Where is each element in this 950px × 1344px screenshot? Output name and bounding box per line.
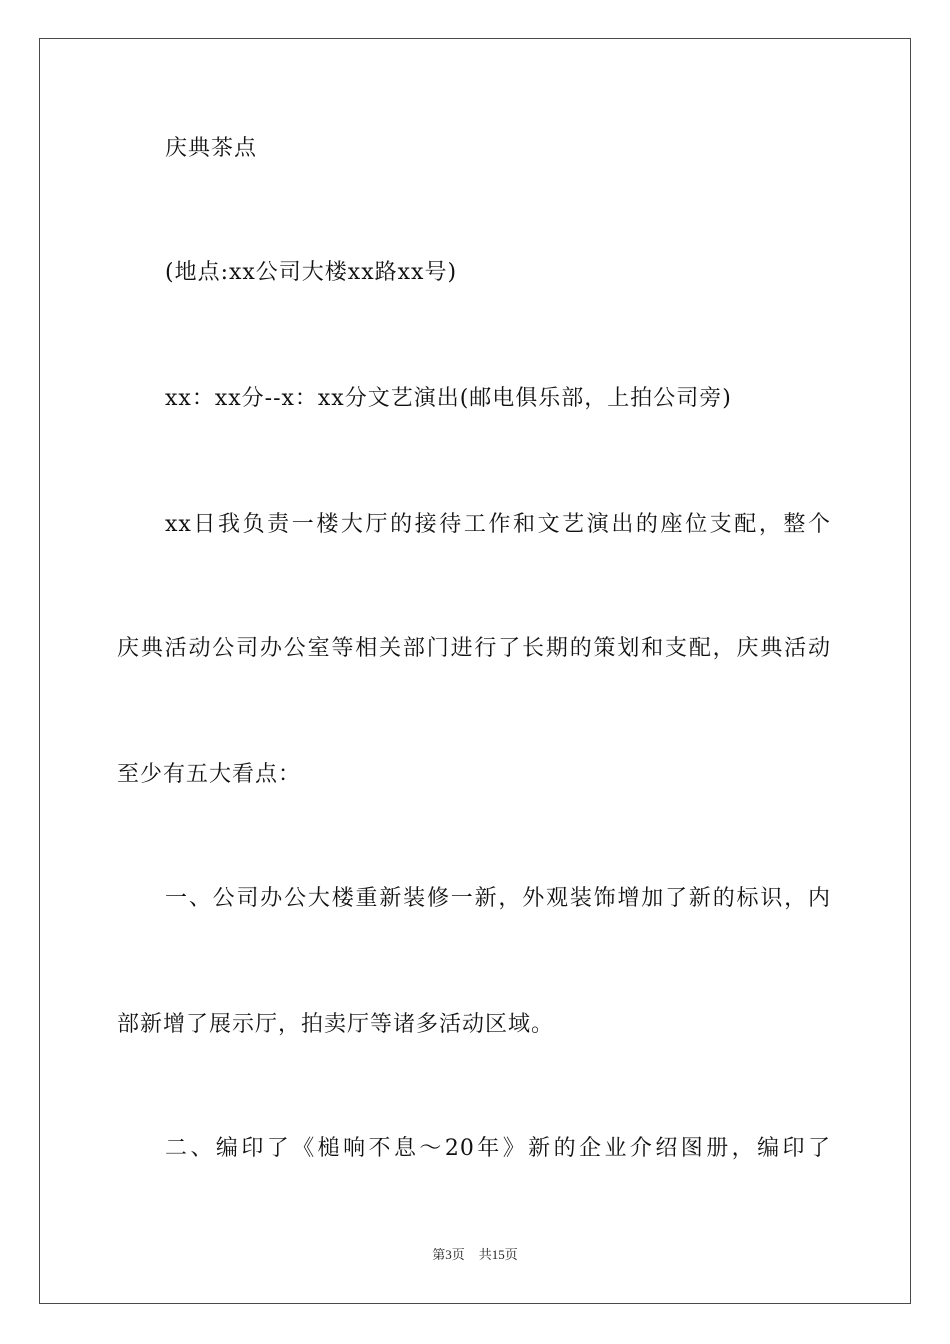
text-line-point-one-end: 部新增了展示厅，拍卖厅等诸多活动区域。 xyxy=(117,1012,555,1037)
page-number: 第3页 xyxy=(432,1247,465,1262)
text-line-point-one: 一、公司办公大楼重新装修一新，外观装饰增加了新的标识，内 xyxy=(165,886,831,911)
page-footer xyxy=(0,1246,950,1264)
text-line-performance-time: xx：xx分--x：xx分文艺演出(邮电俱乐部，上拍公司旁) xyxy=(165,386,732,411)
text-line-celebration-refreshments: 庆典茶点 xyxy=(165,136,258,161)
page-total: 共15页 xyxy=(478,1247,518,1262)
text-line-location: (地点:xx公司大楼xx路xx号) xyxy=(165,260,458,285)
page-border xyxy=(39,38,911,1304)
text-line-paragraph-1-end: 至少有五大看点： xyxy=(117,762,302,787)
text-line-paragraph-1: xx日我负责一楼大厅的接待工作和文艺演出的座位支配，整个 xyxy=(165,512,831,537)
text-line-point-two: 二、编印了《槌响不息～20年》新的企业介绍图册，编印了 xyxy=(165,1136,831,1161)
text-line-paragraph-1-cont: 庆典活动公司办公室等相关部门进行了长期的策划和支配，庆典活动 xyxy=(117,636,831,661)
